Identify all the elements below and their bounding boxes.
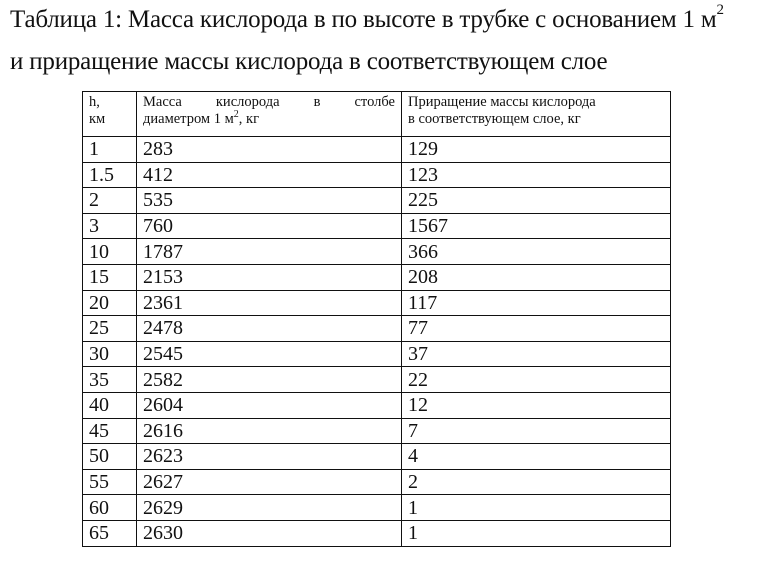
cell-height: 15 [83, 264, 137, 290]
cell-mass: 283 [137, 137, 402, 163]
cell-mass: 760 [137, 213, 402, 239]
cell-increment: 77 [402, 316, 671, 342]
cell-mass: 1787 [137, 239, 402, 265]
cell-mass: 2627 [137, 469, 402, 495]
cell-height: 60 [83, 495, 137, 521]
cell-increment: 225 [402, 188, 671, 214]
cell-mass: 2604 [137, 392, 402, 418]
cell-mass: 412 [137, 162, 402, 188]
table-row [83, 137, 671, 163]
header-mass-superscript: 2 [233, 109, 239, 121]
table-row [83, 264, 671, 290]
table-row [83, 418, 671, 444]
table-row [83, 213, 671, 239]
table-header-row [83, 92, 671, 137]
header-increment-line-2: в соответствующем слое, кг [408, 111, 581, 127]
cell-height: 3 [83, 213, 137, 239]
cell-increment: 4 [402, 444, 671, 470]
table-row [83, 469, 671, 495]
cell-height: 50 [83, 444, 137, 470]
cell-height: 20 [83, 290, 137, 316]
cell-mass: 2629 [137, 495, 402, 521]
table-row [83, 341, 671, 367]
header-increment [402, 92, 671, 137]
oxygen-mass-table [82, 91, 671, 547]
cell-mass: 2630 [137, 520, 402, 546]
cell-mass: 535 [137, 188, 402, 214]
header-increment-line-1: Приращение массы кислорода [408, 94, 596, 110]
cell-increment: 1 [402, 495, 671, 521]
cell-height: 25 [83, 316, 137, 342]
cell-increment: 1 [402, 520, 671, 546]
cell-mass: 2361 [137, 290, 402, 316]
cell-mass: 2623 [137, 444, 402, 470]
table-body [83, 137, 671, 547]
header-mass-line-1: Масса кислорода в столбе [143, 94, 395, 110]
cell-height: 35 [83, 367, 137, 393]
table-caption-line-2 [10, 47, 776, 77]
cell-height: 30 [83, 341, 137, 367]
header-height-line-1: h, [89, 94, 100, 110]
cell-increment: 129 [402, 137, 671, 163]
cell-increment: 12 [402, 392, 671, 418]
table-row [83, 239, 671, 265]
cell-increment: 7 [402, 418, 671, 444]
header-mass-line-2 [143, 111, 401, 128]
table-row [83, 162, 671, 188]
cell-mass: 2616 [137, 418, 402, 444]
cell-mass: 2153 [137, 264, 402, 290]
cell-height: 1 [83, 137, 137, 163]
header-mass-line-2-post: , кг [238, 111, 260, 127]
table-row [83, 188, 671, 214]
cell-mass: 2478 [137, 316, 402, 342]
cell-increment: 366 [402, 239, 671, 265]
table-row [83, 367, 671, 393]
cell-height: 2 [83, 188, 137, 214]
cell-increment: 2 [402, 469, 671, 495]
caption-text-2: и приращение массы кислорода в соответствующем слое [10, 48, 608, 75]
header-mass [137, 92, 402, 137]
cell-increment: 37 [402, 341, 671, 367]
cell-height: 65 [83, 520, 137, 546]
table-row [83, 290, 671, 316]
caption-superscript: 2 [716, 1, 724, 18]
table-row [83, 495, 671, 521]
cell-height: 55 [83, 469, 137, 495]
cell-increment: 1567 [402, 213, 671, 239]
table-row [83, 444, 671, 470]
cell-height: 1.5 [83, 162, 137, 188]
cell-height: 45 [83, 418, 137, 444]
table-row [83, 520, 671, 546]
cell-increment: 22 [402, 367, 671, 393]
cell-height: 10 [83, 239, 137, 265]
cell-increment: 117 [402, 290, 671, 316]
table-row [83, 316, 671, 342]
table-caption-line-1 [10, 1, 776, 35]
cell-increment: 208 [402, 264, 671, 290]
table-row [83, 392, 671, 418]
cell-mass: 2545 [137, 341, 402, 367]
cell-mass: 2582 [137, 367, 402, 393]
header-height [83, 92, 137, 137]
header-height-line-2: км [89, 111, 106, 127]
cell-increment: 123 [402, 162, 671, 188]
cell-height: 40 [83, 392, 137, 418]
header-mass-line-2-pre: диаметром 1 м [143, 111, 234, 127]
caption-text-1: Таблица 1: Масса кислорода в по высоте в трубке с основанием 1 м [10, 6, 717, 33]
